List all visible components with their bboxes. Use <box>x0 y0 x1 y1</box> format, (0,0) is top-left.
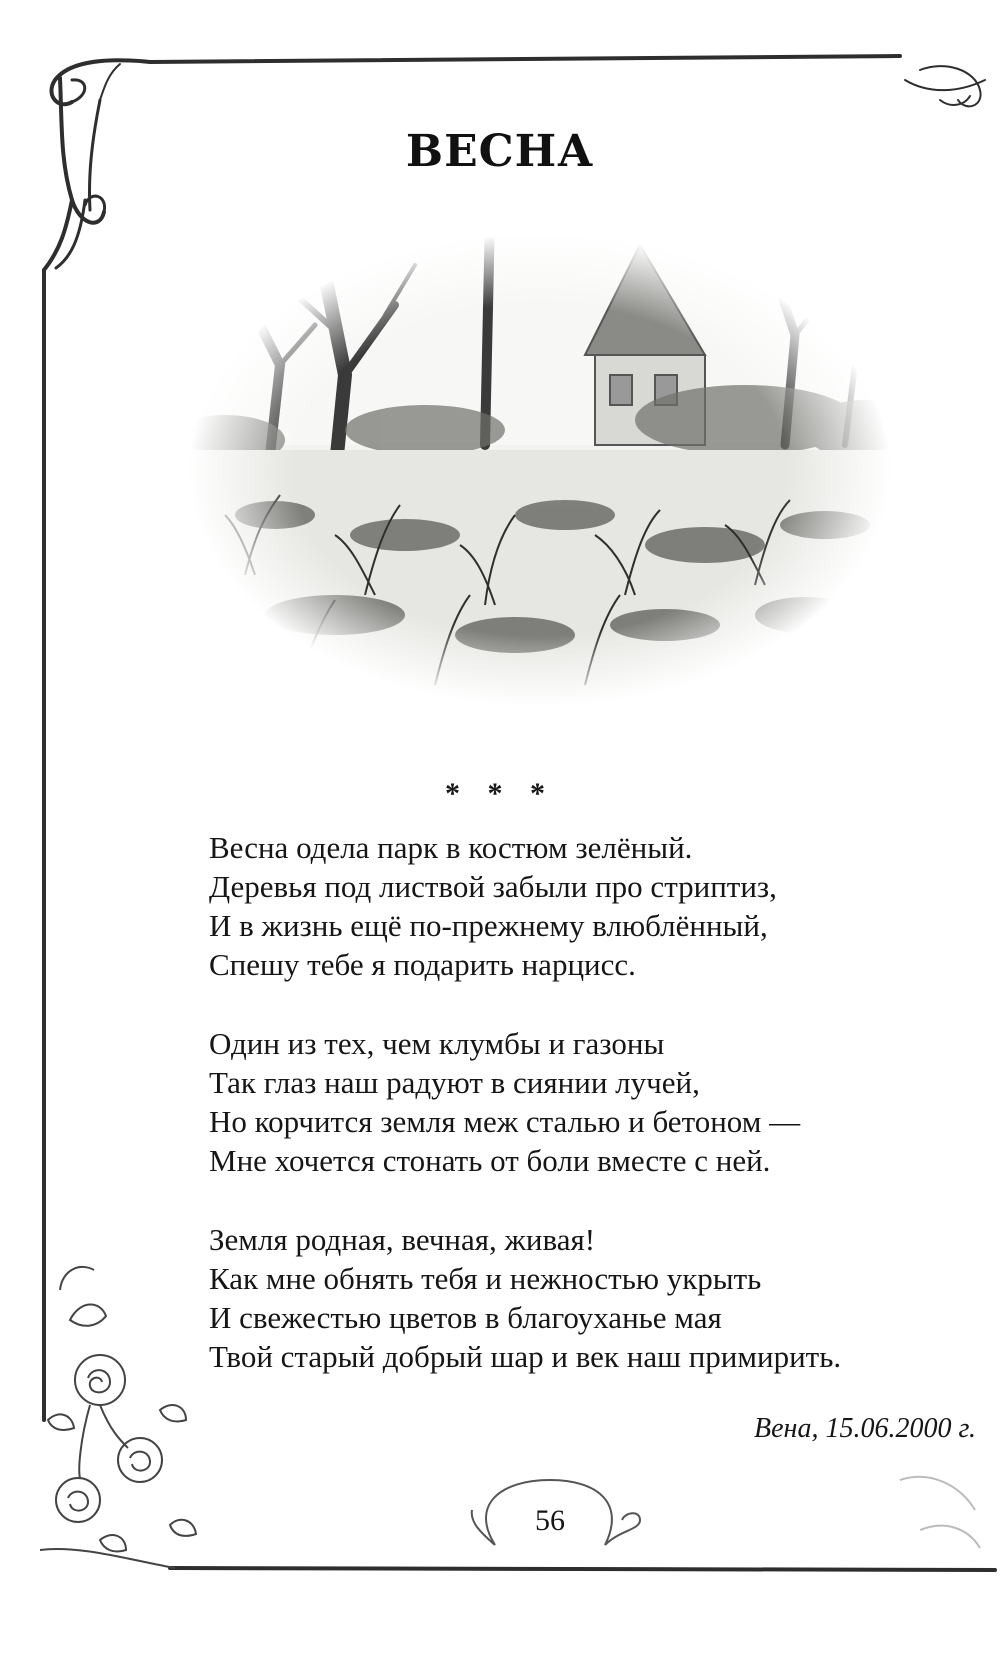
poem-title: ВЕСНА <box>405 126 595 177</box>
poem-line: Весна одела парк в костюм зелёный. <box>209 830 693 865</box>
page-number: 56 <box>535 1504 565 1537</box>
stanza <box>209 1024 841 1180</box>
poem-body <box>209 828 841 1416</box>
stanza <box>209 1220 841 1376</box>
place-date-signature: Вена, 15.06.2000 г. <box>754 1413 976 1444</box>
poem-line: Твой старый добрый шар и век наш примирить. <box>209 1339 842 1374</box>
poem-line: Земля родная, вечная, живая! <box>209 1222 596 1257</box>
stanza <box>209 828 841 984</box>
poem-line: Деревья под листвой забыли про стриптиз, <box>209 869 777 904</box>
poem-line: Спешу тебе я подарить нарцисс. <box>209 947 636 982</box>
poem-line: Один из тех, чем клумбы и газоны <box>209 1026 665 1061</box>
poem-line: Но корчится земля меж сталью и бетоном — <box>209 1104 801 1139</box>
roses-ornament <box>40 1267 196 1568</box>
poem-line: И свежестью цветов в благоуханье мая <box>209 1300 722 1335</box>
stanza-separator: * * * <box>445 777 555 810</box>
garden-sketch-illustration <box>185 215 895 715</box>
poem-line: И в жизнь ещё по-прежнему влюблённый, <box>209 908 768 943</box>
poem-line: Как мне обнять тебя и нежностью укрыть <box>209 1261 762 1296</box>
poem-line: Так глаз наш радуют в сиянии лучей, <box>209 1065 700 1100</box>
poem-line: Мне хочется стонать от боли вместе с ней. <box>209 1143 771 1178</box>
